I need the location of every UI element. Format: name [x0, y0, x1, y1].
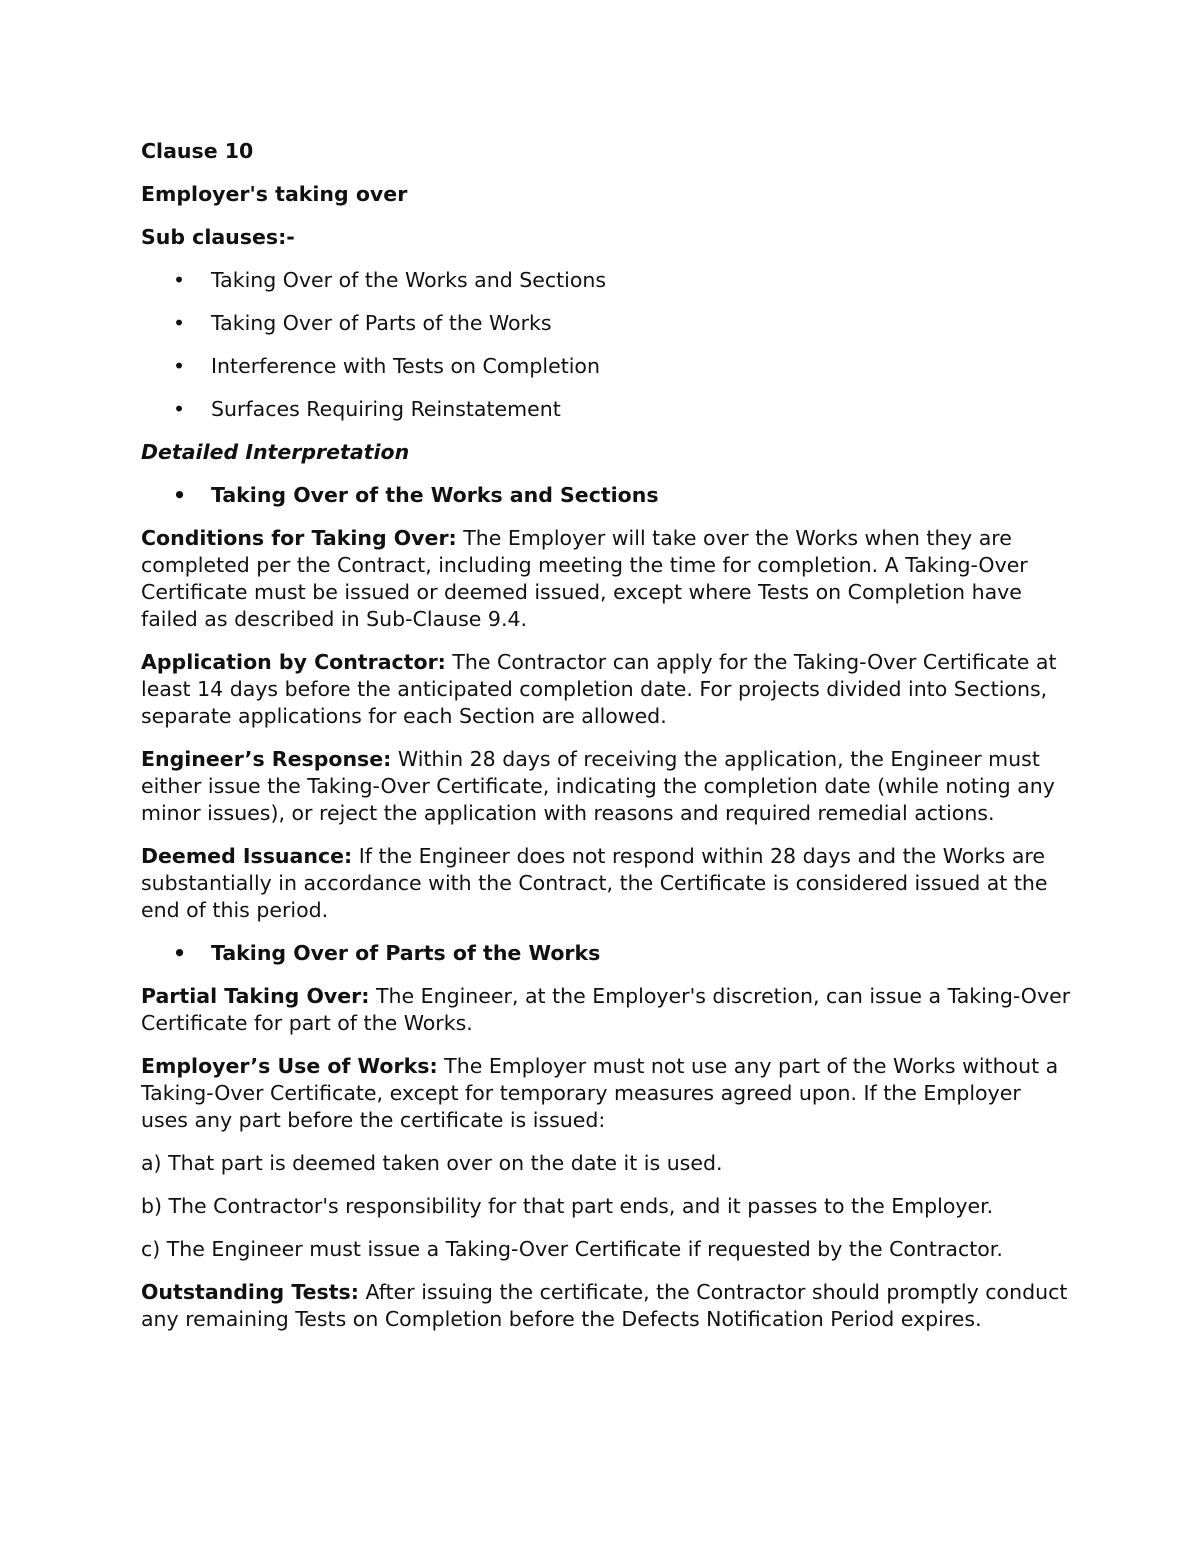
paragraph-label: Employer’s Use of Works:: [141, 1054, 438, 1078]
paragraph-text: If the Engineer does not respond within 28 days and the Works are substantially in accordance with the Contract, the Certificate is considered issued at the end of this period.: [141, 844, 1048, 922]
paragraph-text: After issuing the certificate, the Contractor should promptly conduct any remaining Tests on Completion before the Defects Notification Period expires.: [141, 1280, 1068, 1331]
paragraph-text: The Employer will take over the Works when they are completed per the Contract, including meeting the time for completion. A Taking-Over Certificate must be issued or deemed issued, except where Tests on Completion have failed as described in Sub-Clause 9.4.: [141, 526, 1028, 631]
paragraph-label: Outstanding Tests:: [141, 1280, 359, 1304]
item-b: b) The Contractor's responsibility for that part ends, and it passes to the Employer.: [141, 1194, 994, 1218]
paragraph-text: The Contractor can apply for the Taking-Over Certificate at least 14 days before the anticipated completion date. For projects divided into Sections, separate applications for each Section are allowed.: [141, 650, 1057, 728]
paragraph-label: Deemed Issuance:: [141, 844, 353, 868]
paragraph-employer-use: [141, 1053, 1071, 1134]
paragraph-engineer-response: [141, 746, 1071, 827]
clause-name: Employer's taking over: [141, 182, 408, 206]
list-item: • Taking Over of Parts of the Works: [141, 310, 1071, 337]
paragraph-text: The Employer must not use any part of the Works without a Taking-Over Certificate, except for temporary measures agreed upon. If the Employer uses any part before the certificate is issued:: [141, 1054, 1059, 1132]
list-item: • Interference with Tests on Completion: [141, 353, 1071, 380]
section-heading-list: [141, 940, 1071, 967]
item-c: c) The Engineer must issue a Taking-Over Certificate if requested by the Contractor.: [141, 1237, 1003, 1261]
sub-clauses-label: Sub clauses:-: [141, 225, 295, 249]
section-heading-parts-of-works: • Taking Over of Parts of the Works: [141, 940, 1071, 967]
paragraph-label: Application by Contractor:: [141, 650, 446, 674]
document-page: [141, 138, 1071, 1349]
paragraph-application: [141, 649, 1071, 730]
list-item: • Surfaces Requiring Reinstatement: [141, 396, 1071, 423]
section-heading-list: [141, 482, 1071, 509]
clause-title: Clause 10: [141, 139, 254, 163]
paragraph-outstanding-tests: [141, 1279, 1071, 1333]
list-item: • Taking Over of the Works and Sections: [141, 267, 1071, 294]
sub-clauses-list: [141, 267, 1071, 423]
paragraph-text: Within 28 days of receiving the application, the Engineer must either issue the Taking-Over Certificate, indicating the completion date (while noting any minor issues), or reject the application with reasons and required remedial actions.: [141, 747, 1055, 825]
detailed-interpretation-label: Detailed Interpretation: [141, 440, 410, 464]
section-heading-works-and-sections: • Taking Over of the Works and Sections: [141, 482, 1071, 509]
paragraph-partial-taking-over: [141, 983, 1071, 1037]
paragraph-conditions: [141, 525, 1071, 633]
paragraph-deemed-issuance: [141, 843, 1071, 924]
item-a: a) That part is deemed taken over on the date it is used.: [141, 1151, 723, 1175]
paragraph-label: Conditions for Taking Over:: [141, 526, 457, 550]
paragraph-label: Partial Taking Over:: [141, 984, 370, 1008]
paragraph-label: Engineer’s Response:: [141, 747, 392, 771]
paragraph-text: The Engineer, at the Employer's discretion, can issue a Taking-Over Certificate for part of the Works.: [141, 984, 1071, 1035]
